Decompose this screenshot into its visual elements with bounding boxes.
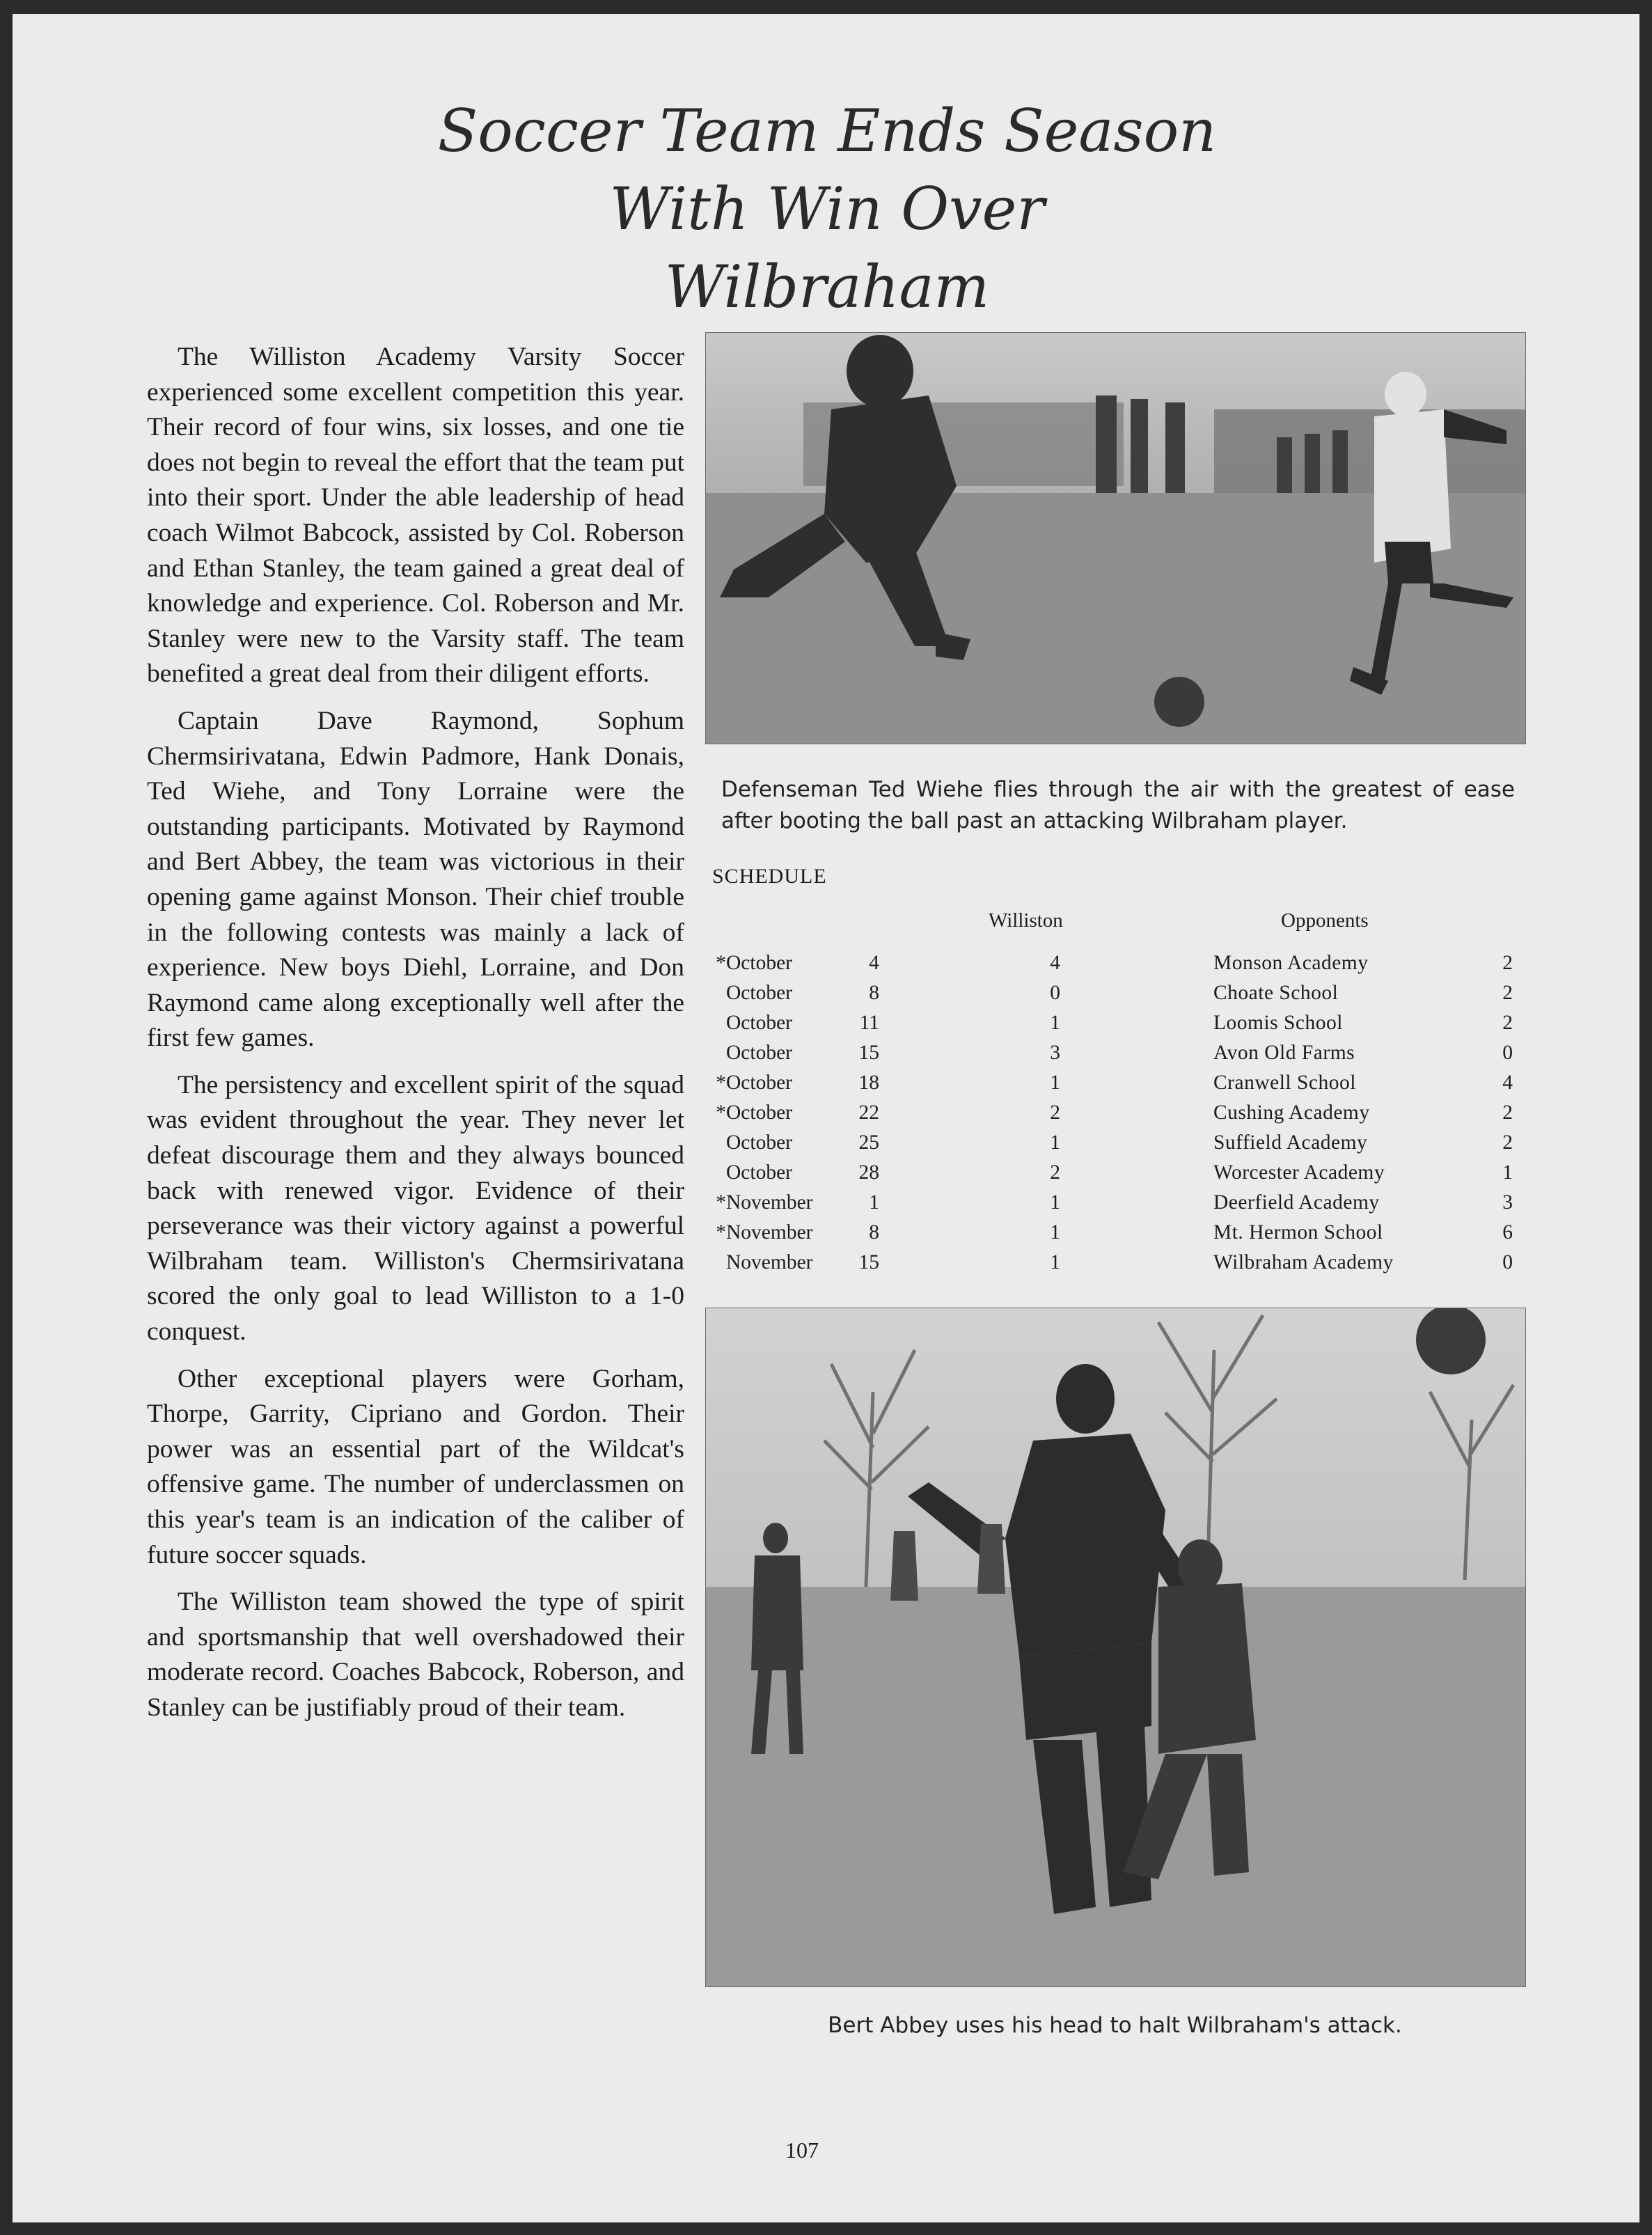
game-month: October [726, 982, 793, 1004]
top-soccer-photo [705, 332, 1526, 744]
opponent-name: Suffield Academy [1213, 1131, 1368, 1154]
williston-score: 3 [1050, 1042, 1060, 1064]
williston-column-header: Williston [989, 909, 1063, 932]
opponent-name: Loomis School [1213, 1012, 1343, 1034]
article-body [147, 340, 684, 1738]
williston-score: 2 [1050, 1161, 1060, 1184]
schedule-row [711, 1188, 1513, 1218]
schedule-label: SCHEDULE [712, 865, 827, 888]
opponent-score: 2 [1502, 1131, 1513, 1154]
home-game-marker [711, 978, 726, 1008]
williston-score: 4 [1050, 952, 1060, 974]
article-paragraph: Captain Dave Raymond, Sophum Chermsirivatana, Edwin Padmore, Hank Donais, Ted Wiehe, and Tony Lorraine were the outstanding participants. Motivated by Raymond and Bert Abbey, the team was victorious in their opening game against Monson. Their chief trouble in the following contests was mainly a lack of experience. New boys Diehl, Lorraine, and Don Raymond came along exceptionally well after the first few games. [147, 706, 684, 1053]
schedule-row [711, 1008, 1513, 1038]
game-month: October [726, 1012, 793, 1034]
game-day: 28 [858, 1161, 879, 1184]
opponent-score: 6 [1502, 1221, 1513, 1244]
opponent-score: 2 [1502, 1101, 1513, 1124]
williston-score: 1 [1050, 1012, 1060, 1034]
headline-line-1: Soccer Team Ends Season [437, 97, 1217, 165]
game-day: 11 [859, 1012, 879, 1034]
page-number: 107 [785, 2138, 819, 2163]
williston-score: 1 [1050, 1072, 1060, 1094]
home-game-marker [711, 1008, 726, 1038]
williston-score: 2 [1050, 1101, 1060, 1124]
bottom-soccer-photo [705, 1308, 1526, 1987]
opponent-name: Avon Old Farms [1213, 1042, 1355, 1064]
opponent-name: Wilbraham Academy [1213, 1251, 1394, 1273]
opponent-score: 1 [1502, 1161, 1513, 1184]
game-day: 22 [858, 1101, 879, 1124]
game-month: November [726, 1221, 813, 1244]
game-day: 18 [858, 1072, 879, 1094]
opponents-column-header: Opponents [1281, 909, 1369, 932]
game-month: October [726, 1101, 793, 1124]
schedule-row [711, 1038, 1513, 1068]
article-paragraph: The Williston team showed the type of spirit and sportsmanship that well overshadowed their moderate record. Coaches Babcock, Roberson, and Stanley can be justifiably proud of their team. [147, 1587, 684, 1722]
headline-line-2: With Win Over [609, 175, 1045, 243]
williston-score: 1 [1050, 1251, 1060, 1273]
game-day: 15 [858, 1251, 879, 1273]
headline [402, 92, 1252, 326]
schedule-table [711, 948, 1513, 1278]
home-game-marker [711, 1248, 726, 1278]
game-day: 25 [858, 1131, 879, 1154]
game-day: 8 [869, 982, 879, 1004]
opponent-name: Mt. Hermon School [1213, 1221, 1383, 1244]
schedule-row [711, 1158, 1513, 1188]
opponent-score: 2 [1502, 952, 1513, 974]
opponent-score: 3 [1502, 1191, 1513, 1214]
home-game-marker [711, 1158, 726, 1188]
game-month: November [726, 1191, 813, 1214]
schedule-row [711, 1218, 1513, 1248]
schedule-row [711, 978, 1513, 1008]
game-month: November [726, 1251, 813, 1273]
game-month: October [726, 1131, 793, 1154]
top-photo-caption: Defenseman Ted Wiehe flies through the air with the greatest of ease after booting the ball past an attacking Wilbraham player. [721, 777, 1515, 833]
williston-score: 1 [1050, 1191, 1060, 1214]
game-month: October [726, 1042, 793, 1064]
opponent-name: Choate School [1213, 982, 1339, 1004]
home-game-marker [711, 1128, 726, 1158]
home-game-marker [711, 1038, 726, 1068]
opponent-name: Monson Academy [1213, 952, 1369, 974]
williston-score: 1 [1050, 1131, 1060, 1154]
schedule-row [711, 1098, 1513, 1128]
home-game-marker: * [716, 952, 726, 974]
bottom-photo-caption: Bert Abbey uses his head to halt Wilbraham's attack. [828, 2013, 1402, 2038]
opponent-name: Cranwell School [1213, 1072, 1356, 1094]
schedule-row [711, 1068, 1513, 1098]
game-day: 8 [869, 1221, 879, 1244]
game-day: 15 [858, 1042, 879, 1064]
opponent-score: 4 [1502, 1072, 1513, 1094]
yearbook-page [13, 14, 1639, 2222]
top-photo-illustration [706, 333, 1525, 744]
game-day: 4 [869, 952, 879, 974]
home-game-marker: * [716, 1101, 726, 1124]
opponent-score: 0 [1502, 1251, 1513, 1273]
headline-line-3: Wilbraham [664, 253, 990, 321]
game-month: October [726, 952, 793, 974]
game-month: October [726, 1161, 793, 1184]
opponent-score: 2 [1502, 982, 1513, 1004]
opponent-score: 0 [1502, 1042, 1513, 1064]
game-month: October [726, 1072, 793, 1094]
game-day: 1 [869, 1191, 879, 1214]
article-paragraph: Other exceptional players were Gorham, Thorpe, Garrity, Cipriano and Gordon. Their power was an essential part of the Wildcat's offensive game. The number of underclassmen on this year's team is an indication of the caliber of future soccer squads. [147, 1364, 684, 1569]
opponent-name: Deerfield Academy [1213, 1191, 1380, 1214]
opponent-name: Worcester Academy [1213, 1161, 1385, 1184]
schedule-row [711, 1248, 1513, 1278]
opponent-name: Cushing Academy [1213, 1101, 1370, 1124]
williston-score: 1 [1050, 1221, 1060, 1244]
article-paragraph: The persistency and excellent spirit of the squad was evident throughout the year. They never let defeat discourage them and they always bounced back with renewed vigor. Evidence of their perseverance was their victory against a powerful Wilbraham team. Williston's Chermsirivatana scored the only goal to lead Williston to a 1-0 conquest. [147, 1070, 684, 1347]
bottom-photo-illustration [706, 1308, 1525, 1986]
home-game-marker: * [716, 1191, 726, 1214]
schedule-row [711, 948, 1513, 978]
schedule-row [711, 1128, 1513, 1158]
article-paragraph: The Williston Academy Varsity Soccer experienced some excellent competition this year. Their record of four wins, six losses, and one tie does not begin to reveal the effort that the team put into their sport. Under the able leadership of head coach Wilmot Babcock, assisted by Col. Roberson and Ethan Stanley, the team gained a great deal of knowledge and experience. Col. Roberson and Mr. Stanley were new to the Varsity staff. The team benefited a great deal from their diligent efforts. [147, 343, 684, 689]
home-game-marker: * [716, 1221, 726, 1244]
williston-score: 0 [1050, 982, 1060, 1004]
opponent-score: 2 [1502, 1012, 1513, 1034]
home-game-marker: * [716, 1072, 726, 1094]
